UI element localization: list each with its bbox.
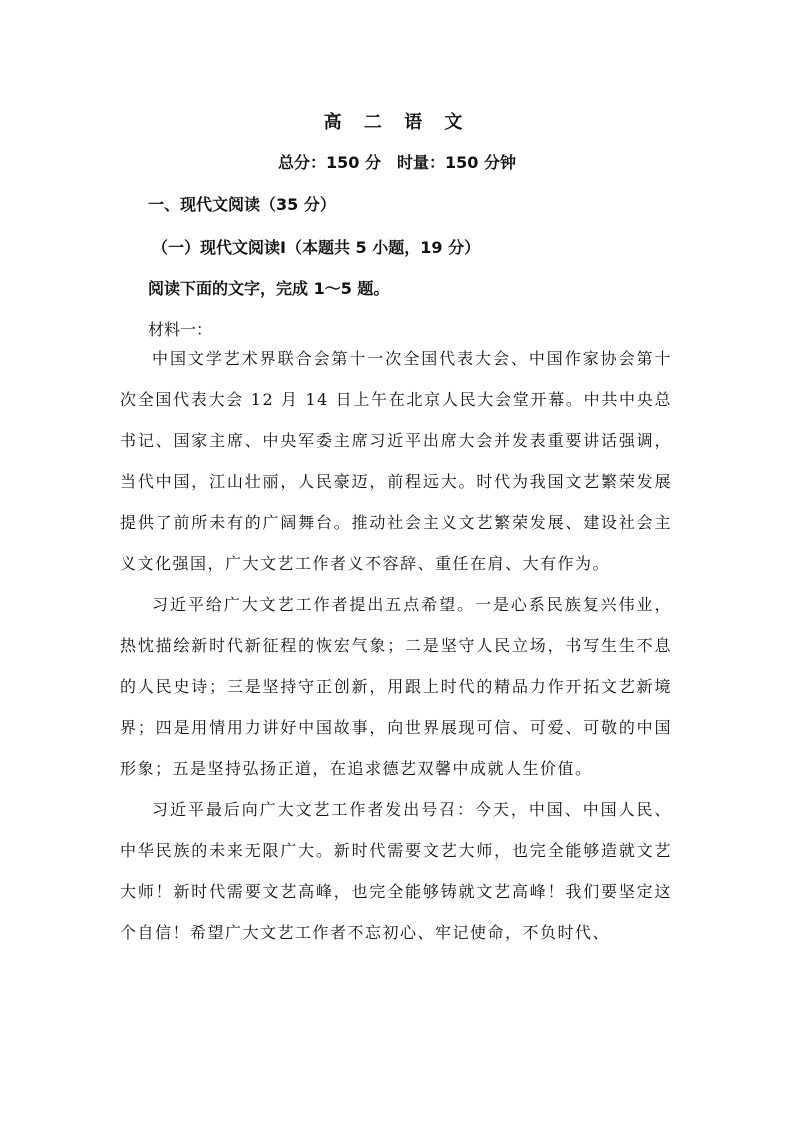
exam-info: 总分：150 分 时量：150 分钟 (278, 153, 516, 172)
section-heading: 一、现代文阅读（35 分） (148, 195, 336, 214)
paragraph-2: 习近平给广大文艺工作者提出五点希望。一是心系民族复兴伟业，热忱描绘新时代新征程的恢宏气象；二是坚守人民立场，书写生生不息的人民史诗；三是坚持守正创新，用跟上时代的精品力作开拓文艺新境界；四是用情用力讲好中国故事，向世界展现可信、可爱、可敬的中国形象；五是坚持弘扬正道，在追求德艺双馨中成就人生价值。 (120, 595, 672, 778)
instruction-text: 阅读下面的文字，完成 1～5 题。 (148, 279, 390, 298)
paragraph-1: 中国文学艺术界联合会第十一次全国代表大会、中国作家协会第十次全国代表大会 12 月 14 日上午在北京人民大会堂开幕。中共中央总书记、国家主席、中央军委主席习近平出席大会并发表重要讲话强调，当代中国，江山壮丽，人民豪迈，前程远大。时代为我国文艺繁荣发展提供了前所未有的广阔舞台。推动社会主义文艺繁荣发展、建设社会主义文化强国，广大文艺工作者义不容辞、重任在肩、大有作为。 (120, 349, 672, 573)
page-title: 高 二 语 文 (323, 112, 471, 133)
subsection-heading: （一）现代文阅读Ⅰ（本题共 5 小题，19 分） (152, 238, 481, 257)
passage-body (120, 338, 672, 953)
paragraph-3: 习近平最后向广大文艺工作者发出号召：今天，中国、中国人民、中华民族的未来无限广大。新时代需要文艺大师，也完全能够造就文艺大师！新时代需要文艺高峰，也完全能够铸就文艺高峰！我们要坚定这个自信！希望广大文艺工作者不忘初心、牢记使命，不负时代、 (120, 800, 672, 942)
material-label: 材料一： (148, 320, 213, 339)
